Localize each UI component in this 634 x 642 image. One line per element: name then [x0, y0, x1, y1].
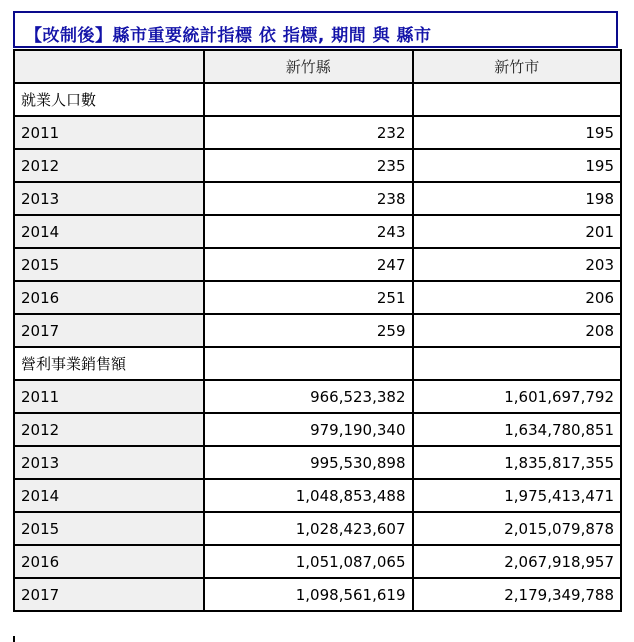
column-header-hsinchu-city: 新竹市 — [414, 51, 623, 84]
value-cell-hsinchu-city: 2,015,079,878 — [414, 513, 623, 546]
value-cell-hsinchu-city: 1,601,697,792 — [414, 381, 623, 414]
value-cell-hsinchu-city: 1,835,817,355 — [414, 447, 623, 480]
table-row — [15, 414, 622, 447]
table-row — [15, 183, 622, 216]
year-cell: 2014 — [15, 216, 205, 249]
header-corner-cell — [15, 51, 205, 84]
value-cell-hsinchu-county: 1,051,087,065 — [205, 546, 414, 579]
year-cell: 2017 — [15, 579, 205, 612]
value-cell-hsinchu-city: 1,975,413,471 — [414, 480, 623, 513]
table-row — [15, 150, 622, 183]
value-cell-hsinchu-city: 206 — [414, 282, 623, 315]
group-empty-cell — [205, 84, 414, 117]
year-cell: 2012 — [15, 150, 205, 183]
table-row — [15, 513, 622, 546]
year-cell: 2015 — [15, 513, 205, 546]
statistics-table — [13, 49, 622, 612]
year-cell: 2014 — [15, 480, 205, 513]
header-row — [15, 51, 622, 84]
table-continuation — [13, 636, 622, 642]
table-row — [15, 282, 622, 315]
year-cell: 2016 — [15, 282, 205, 315]
value-cell-hsinchu-county: 232 — [205, 117, 414, 150]
year-cell: 2013 — [15, 447, 205, 480]
table-title-box — [13, 11, 618, 48]
value-cell-hsinchu-city: 198 — [414, 183, 623, 216]
table-row — [15, 216, 622, 249]
group-label: 營利事業銷售額 — [15, 348, 205, 381]
value-cell-hsinchu-city: 195 — [414, 117, 623, 150]
year-cell: 2017 — [15, 315, 205, 348]
value-cell-hsinchu-county: 247 — [205, 249, 414, 282]
table-row — [15, 381, 622, 414]
value-cell-hsinchu-county: 1,098,561,619 — [205, 579, 414, 612]
year-cell: 2015 — [15, 249, 205, 282]
group-row — [15, 84, 622, 117]
table-row — [15, 249, 622, 282]
value-cell-hsinchu-county: 259 — [205, 315, 414, 348]
value-cell-hsinchu-county: 238 — [205, 183, 414, 216]
table-row — [15, 480, 622, 513]
column-header-hsinchu-county: 新竹縣 — [205, 51, 414, 84]
value-cell-hsinchu-county: 995,530,898 — [205, 447, 414, 480]
group-row — [15, 348, 622, 381]
year-cell: 2012 — [15, 414, 205, 447]
value-cell-hsinchu-city: 2,067,918,957 — [414, 546, 623, 579]
year-cell: 2013 — [15, 183, 205, 216]
table-row — [15, 579, 622, 612]
value-cell-hsinchu-county: 966,523,382 — [205, 381, 414, 414]
value-cell-hsinchu-city: 201 — [414, 216, 623, 249]
group-label: 就業人口數 — [15, 84, 205, 117]
group-empty-cell — [205, 348, 414, 381]
value-cell-hsinchu-city: 195 — [414, 150, 623, 183]
value-cell-hsinchu-county: 979,190,340 — [205, 414, 414, 447]
value-cell-hsinchu-city: 208 — [414, 315, 623, 348]
value-cell-hsinchu-county: 235 — [205, 150, 414, 183]
year-cell: 2016 — [15, 546, 205, 579]
table-row — [15, 447, 622, 480]
table-row — [15, 315, 622, 348]
group-empty-cell — [414, 348, 623, 381]
table-title: 【改制後】縣市重要統計指標 依 指標, 期間 與 縣市 — [25, 26, 432, 46]
value-cell-hsinchu-city: 203 — [414, 249, 623, 282]
table-row — [15, 117, 622, 150]
value-cell-hsinchu-county: 1,048,853,488 — [205, 480, 414, 513]
value-cell-hsinchu-city: 1,634,780,851 — [414, 414, 623, 447]
value-cell-hsinchu-city: 2,179,349,788 — [414, 579, 623, 612]
year-cell: 2011 — [15, 381, 205, 414]
year-cell: 2011 — [15, 117, 205, 150]
table-row — [15, 546, 622, 579]
value-cell-hsinchu-county: 243 — [205, 216, 414, 249]
group-empty-cell — [414, 84, 623, 117]
statistics-table-body — [15, 51, 622, 612]
value-cell-hsinchu-county: 1,028,423,607 — [205, 513, 414, 546]
value-cell-hsinchu-county: 251 — [205, 282, 414, 315]
